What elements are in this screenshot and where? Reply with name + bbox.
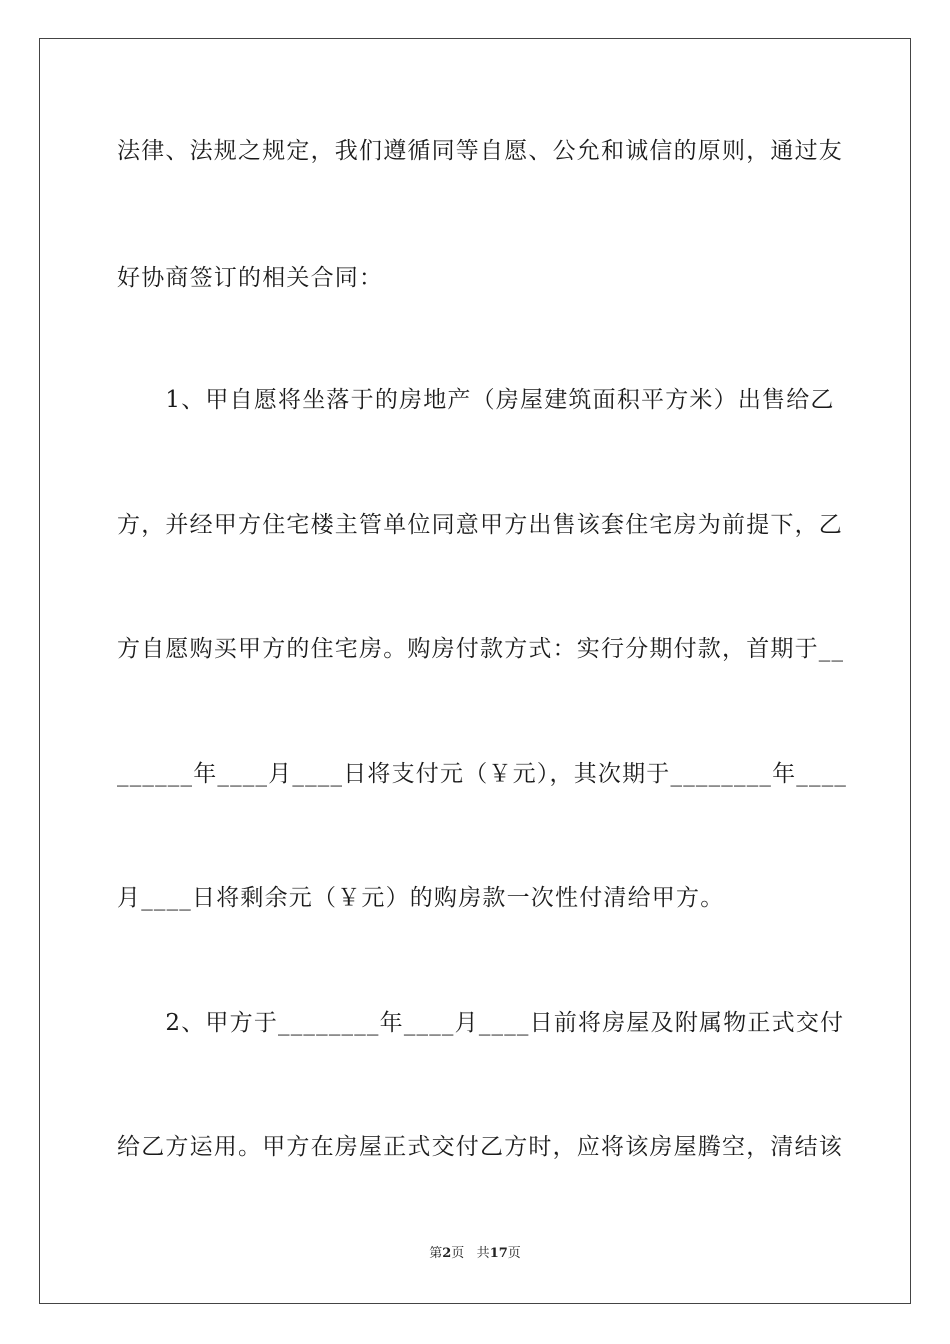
text-line: 2、甲方于________年____月____日前将房屋及附属物正式交付: [117, 1010, 845, 1036]
text-line: 给乙方运用。甲方在房屋正式交付乙方时，应将该房屋腾空，清结该: [117, 1134, 843, 1160]
page-footer: [0, 1245, 950, 1263]
total-prefix: 共: [476, 1246, 490, 1261]
total-pages: 17: [489, 1246, 508, 1261]
text-line: ______年____月____日将支付元（￥元），其次期于________年____: [117, 761, 848, 787]
text-line: 好协商签订的相关合同：: [117, 265, 384, 291]
text-line: 方，并经甲方住宅楼主管单位同意甲方出售该套住宅房为前提下，乙: [117, 512, 843, 538]
page-suffix: 页: [451, 1246, 465, 1261]
page-number: 2: [442, 1246, 452, 1261]
text-line: 法律、法规之规定，我们遵循同等自愿、公允和诚信的原则，通过友: [117, 138, 843, 164]
text-line: 月____日将剩余元（￥元）的购房款一次性付清给甲方。: [117, 885, 725, 911]
total-suffix: 页: [507, 1246, 521, 1261]
text-line: 方自愿购买甲方的住宅房。购房付款方式：实行分期付款，首期于__: [117, 636, 845, 662]
page-border: [39, 38, 911, 1304]
page-prefix: 第: [429, 1246, 443, 1261]
text-line: 1、甲自愿将坐落于的房地产（房屋建筑面积平方米）出售给乙: [117, 387, 835, 413]
